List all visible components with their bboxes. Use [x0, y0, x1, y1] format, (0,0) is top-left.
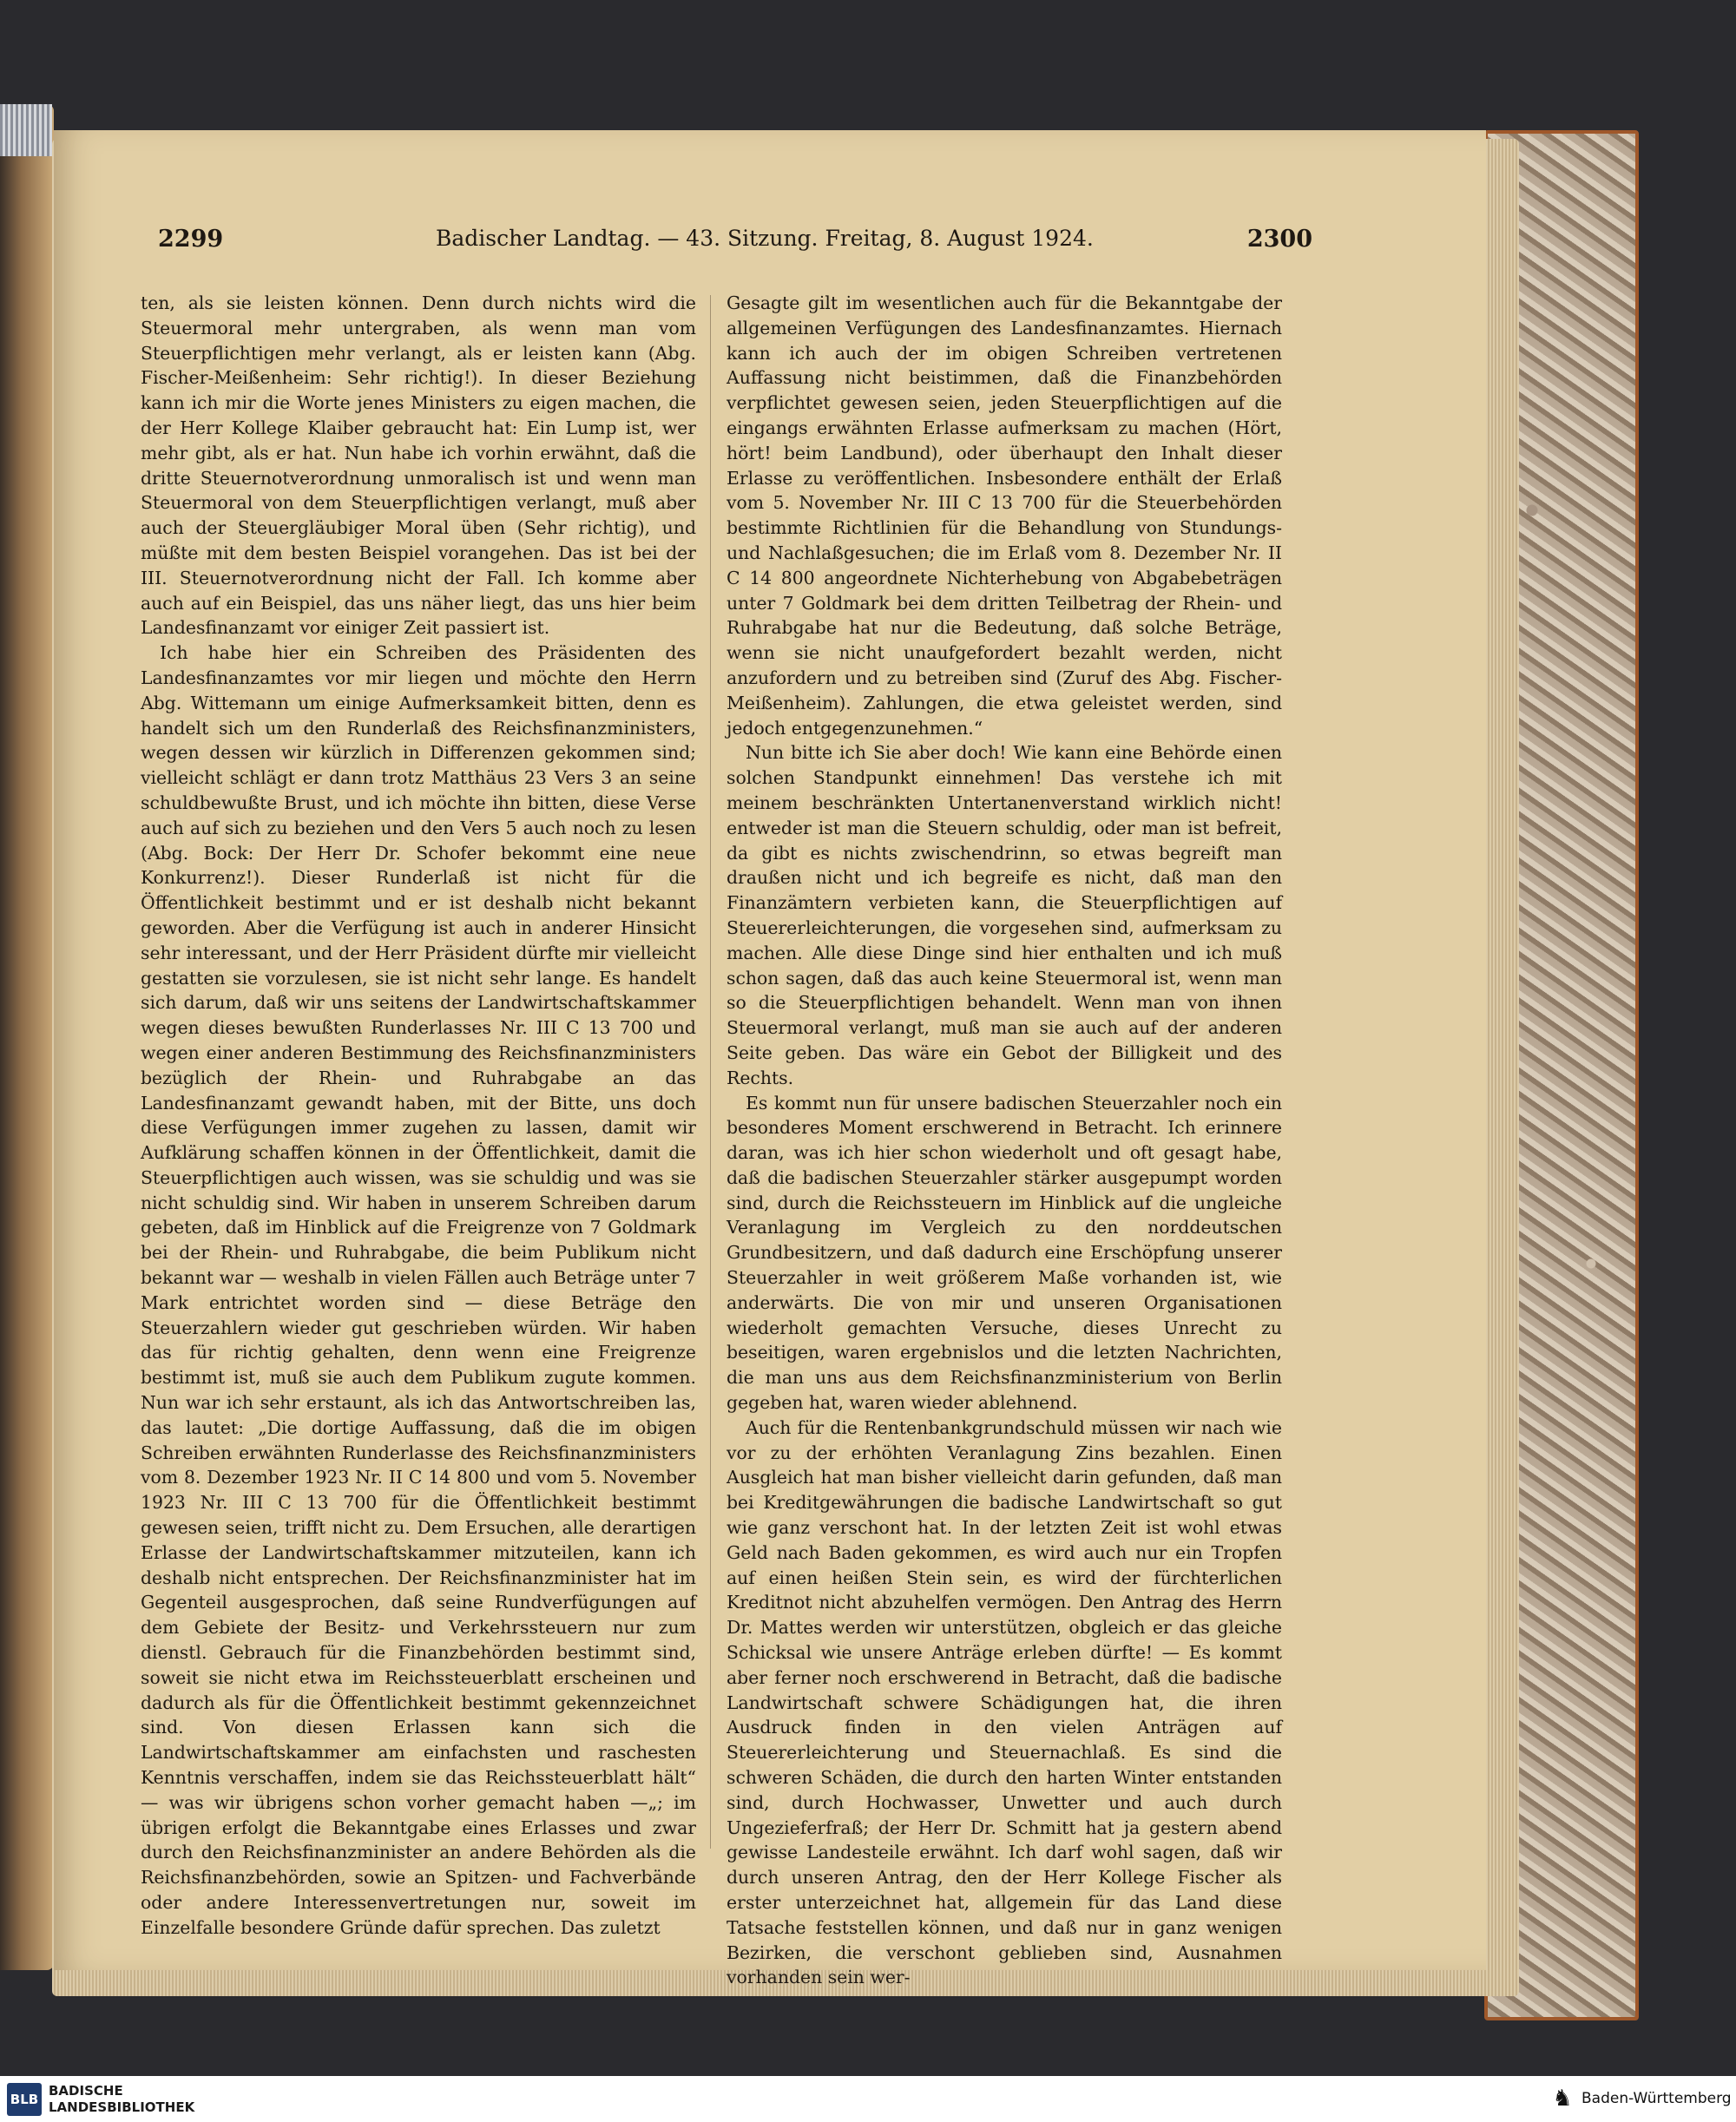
text-column-right: [727, 291, 1282, 1990]
paragraph: ten, als sie leisten können. Denn durch nichts wird die Steuermoral mehr untergraben, als wenn man vom Steuerpflichtigen mehr verlangt, als er leisten kann (Abg. Fischer-Meißenheim: Sehr richtig!). In dieser Beziehung kann ich mir die Worte jenes Ministers zu eigen machen, die der Herr Kollege Klaiber gebraucht hat: Ein Lump ist, wer mehr gibt, als er hat. Nun habe ich vorhin erwähnt, daß die dritte Steuernotverordnung unmoralisch ist und wenn man Steuermoral von dem Steuerpflichtigen verlangt, muß aber auch der Steuergläubiger Moral üben (Sehr richtig), und müßte mit dem besten Beispiel vorangehen. Das ist bei der III. Steuernotverordnung nicht der Fall. Ich komme aber auch auf ein Beispiel, das uns näher liegt, das uns hier beim Landesfinanzamt vor einiger Zeit passiert ist.: [141, 292, 696, 639]
running-head: [149, 226, 1330, 260]
scanned-page: [54, 130, 1486, 1988]
paragraph: Ich habe hier ein Schreiben des Präsidenten des Landesfinanzamtes vor mir liegen und möchte den Herrn Abg. Wittemann um einige Aufmerksamkeit bitten, denn es handelt sich um den Runderlaß des Reichsfinanzministers, wegen dessen wir kürzlich in Differenzen gekommen sind; vielleicht schlägt er dann trotz Matthäus 23 Vers 3 an seine schuldbewußte Brust, und ich möchte ihn bitten, diese Verse auch auf sich zu beziehen und den Vers 5 auch noch zu lesen (Abg. Bock: Der Herr Dr. Schofer bekommt eine neue Konkurrenz!). Dieser Runderlaß ist nicht für die Öffentlichkeit bestimmt und er ist deshalb nicht bekannt geworden. Aber die Verfügung ist auch in anderer Hinsicht sehr interessant, und der Herr Präsident dürfte mir vielleicht gestatten sie vorzulesen, sie ist nicht sehr lange. Es handelt sich darum, daß wir uns seitens der Landwirtschaftskammer wegen dieses bewußten Runderlasses Nr. III C 13 700 und wegen einer anderen Bestimmung des Reichsfinanzministers bezüglich der Rhein- und Ruhrabgabe an das Landesfinanzamt gewandt haben, mit der Bitte, uns doch diese Verfügungen immer zugehen zu lassen, damit wir Aufklärung schaffen können in der Öffentlichkeit, damit die Steuerpflichtigen auch wissen, was sie schuldig und was sie nicht schuldig sind. Wir haben in unserem Schreiben darum gebeten, daß im Hinblick auf die Freigrenze von 7 Goldmark bei der Rhein- und Ruhrabgabe, die beim Publikum nicht bekannt war — weshalb in vielen Fällen auch Beträge unter 7 Mark entrichtet worden sind — diese Beträge den Steuerzahlern wieder gut geschrieben würden. Wir haben das für richtig gehalten, denn wenn eine Freigrenze bestimmt ist, muß sie auch dem Publikum zugute kommen. Nun war ich sehr erstaunt, als ich das Antwortschreiben las, das lautet: „Die dortige Auffassung, daß die im obigen Schreiben erwähnten Runderlasse des Reichsfinanzministers vom 8. Dezember 1923 Nr. II C 14 800 und vom 5. November 1923 Nr. III C 13 700 für die Öffentlichkeit bestimmt gewesen seien, trifft nicht zu. Dem Ersuchen, alle derartigen Erlasse der Landwirtschaftskammer mitzuteilen, kann ich deshalb nicht entsprechen. Der Reichsfinanzminister hat im Gegenteil ausgesprochen, daß seine Rundverfügungen auf dem Gebiete der Besitz- und Verkehrssteuern nur zum dienstl. Gebrauch für die Finanzbehörden bestimmt sind, soweit sie nicht etwa im Reichssteuerblatt erscheinen und dadurch als für die Öffentlichkeit bestimmt gekennzeichnet sind. Von diesen Erlassen kann sich die Landwirtschaftskammer am einfachsten und raschesten Kenntnis verschaffen, indem sie das Reichssteuerblatt hält“ — was wir übrigens schon vorher gemacht haben —„; im übrigen erfolgt die Bekanntgabe eines Erlasses und zwar durch den Reichsfinanzminister an andere Behörden als die Reichsfinanzbehörden, sowie an Spitzen- und Fachverbände oder andere Interessenvertretungen nur, soweit im Einzelfalle besondere Gründe dafür sprechen. Das zuletzt: [141, 642, 696, 1938]
paragraph: Es kommt nun für unsere badischen Steuerzahler noch ein besonderes Moment erschwerend in Betracht. Ich erinnere daran, was ich hier schon wiederholt und oft gesagt habe, daß die badischen Steuerzahler stärker ausgepumpt worden sind, durch die Reichssteuern im Hinblick auf die ungleiche Veranlagung im Vergleich zu den norddeutschen Grundbesitzern, und daß dadurch eine Erschöpfung unserer Steuerzahler in weit größerem Maße vorhanden ist, wie anderwärts. Die von mir und unseren Organisationen wiederholt gemachten Versuche, dieses Unrecht zu beseitigen, waren ergebnislos und die letzten Nachrichten, die man uns aus dem Reichsfinanzministerium von Berlin gegeben hat, waren wieder ablehnend.: [727, 1092, 1282, 1414]
state-name[interactable]: Baden-Württemberg: [1581, 2090, 1732, 2107]
coat-of-arms-icon: ♞: [1552, 2086, 1573, 2112]
bookmark-ribbon: [0, 104, 52, 156]
running-head-title: Badischer Landtag. — 43. Sitzung. Freitag, 8. August 1924.: [436, 226, 1094, 251]
previous-page-edge: [0, 104, 54, 1970]
paragraph: Nun bitte ich Sie aber doch! Wie kann eine Behörde einen solchen Standpunkt einnehmen! Das verstehe ich mit meinem beschränkten Untertanenverstand wirklich nicht! entweder ist man die Steuern schuldig, oder man ist befreit, da gibt es nichts zwischendrinn, so etwas begreift man draußen nicht und ich begreife es nicht, daß man den Finanzämtern verbieten kann, die Steuerpflichtigen auf Steuererleichterungen, die vorgesehen sind, aufmerksam zu machen. Alle diese Dinge sind hier enthalten und ich muß schon sagen, daß das auch keine Steuermoral ist, wenn man so die Steuerpflichtigen behandelt. Wenn man von ihnen Steuermoral verlangt, muß man sie auch auf der anderen Seite geben. Das wäre ein Gebot der Billigkeit und des Rechts.: [727, 742, 1282, 1088]
paragraph: Gesagte gilt im wesentlichen auch für die Bekanntgabe der allgemeinen Verfügungen des Landesfinanzamtes. Hiernach kann ich auch der im obigen Schreiben vertretenen Auffassung nicht beistimmen, daß die Finanzbehörden verpflichtet gewesen seien, jeden Steuerpflichtigen auf die eingangs erwähnten Erlasse aufmerksam zu machen (Hört, hört! beim Landbund), oder überhaupt den Inhalt dieser Erlasse zu veröffentlichen. Insbesondere enthält der Erlaß vom 5. November Nr. III C 13 700 für die Steuerbehörden bestimmte Richtlinien für die Behandlung von Stundungs- und Nachlaßgesuchen; die im Erlaß vom 8. Dezember Nr. II C 14 800 angeordnete Nichterhebung von Abgabebeträgen unter 7 Goldmark bei dem dritten Teilbetrag der Rhein- und Ruhrabgabe hat nur die Bedeutung, daß solche Beträge, wenn sie nicht unaufgefordert bezahlt werden, nicht anzufordern und zu betreiben sind (Zuruf des Abg. Fischer-Meißenheim). Zahlungen, die etwa geleistet werden, sind jedoch entgegenzunehmen.“: [727, 292, 1282, 739]
page-number-left: 2299: [158, 226, 224, 253]
library-name-line2: LANDESBIBLIOTHEK: [49, 2099, 195, 2115]
blb-logo[interactable]: BLB: [7, 2083, 42, 2116]
paragraph: Auch für die Rentenbankgrundschuld müssen wir nach wie vor zu der erhöhten Veranlagung Zins bezahlen. Einen Ausgleich hat man bisher vielleicht darin gefunden, daß man bei Kreditgewährungen die badische Landwirtschaft so gut wie ganz verschont hat. In der letzten Zeit ist wohl etwas Geld nach Baden gekommen, es wird auch nur ein Tropfen auf einen heißen Stein sein, es wird der fürchterlichen Kreditnot nicht abzuhelfen vermögen. Den Antrag des Herrn Dr. Mattes werden wir unterstützen, obgleich er das gleiche Schicksal wie unsere Anträge erleben dürfte! — Es kommt aber ferner noch erschwerend in Betracht, daß die badische Landwirtschaft schwere Schädigungen hat, die ihren Ausdruck finden in den vielen Anträgen auf Steuererleichterung und Steuernachlaß. Es sind die schweren Schäden, die durch den harten Winter entstanden sind, durch Hochwasser, Unwetter und auch durch Ungezieferfraß; der Herr Dr. Schmitt hat ja gestern abend gewisse Landesteile erwähnt. Ich darf wohl sagen, daß wir durch unseren Antrag, den der Herr Kollege Fischer als erster unterzeichnet hat, allgemein für das Land diese Tatsache feststellen können, und daß nur in ganz wenigen Bezirken, die verschont geblieben sind, Ausnahmen vorhanden sein wer-: [727, 1416, 1282, 1988]
text-column-left: [141, 291, 696, 1941]
page-number-right: 2300: [1246, 226, 1312, 253]
library-name-line1: BADISCHE: [49, 2083, 123, 2099]
column-divider: [710, 295, 711, 1849]
library-name[interactable]: [49, 2083, 257, 2116]
viewer-footer: [0, 2076, 1736, 2122]
